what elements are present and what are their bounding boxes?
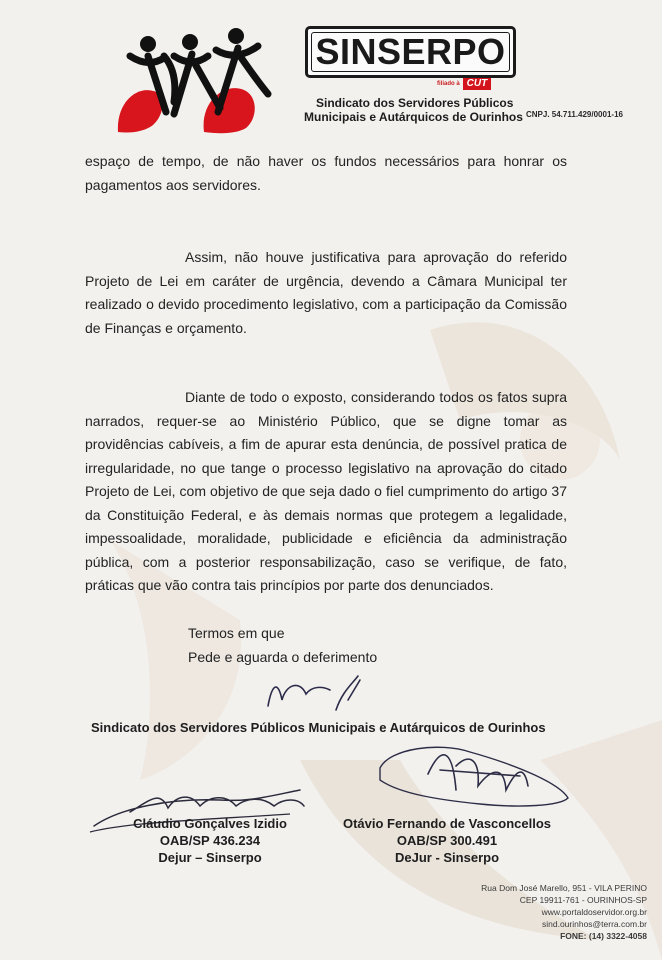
phone-number: FONE: (14) 3322-4058 bbox=[560, 931, 647, 941]
signer-2 bbox=[332, 815, 562, 866]
paragraph-3: Diante de todo o exposto, considerando todos os fatos supra narrados, requer-se ao Ministério Público, que se digne tomar as providências cabíveis, a fim de apurar esta denúncia, de possível pratica de irregularidade, no que tange o processo legislativo na aprovação do citado Projeto de Lei, com objetivo de que seja dado o fiel cumprimento do artigo 37 da Constituição Federal, e às demais normas que protegem a legalidade, impessoalidade, moralidade, publicidade e eficiência da administração pública, com a posterior responsabilização, caso se verifique, de fato, práticas que vão contra tais princípios por parte dos denunciados. bbox=[85, 389, 567, 593]
closing-line-2: Pede e aguarda o deferimento bbox=[188, 648, 378, 665]
closing bbox=[188, 622, 488, 669]
cnpj: CNPJ. 54.711.429/0001-16 bbox=[526, 110, 623, 119]
signer-2-name: Otávio Fernando de Vasconcellos bbox=[342, 816, 552, 831]
paragraph-2: Assim, não houve justificativa para aprovação do referido Projeto de Lei em caráter de urgência, devendo a Câmara Municipal ter realizado o devido procedimento legislativo, com a participação da Comissão de Finanças e orçamento. bbox=[85, 249, 567, 336]
cut-badge: CUT bbox=[463, 78, 492, 90]
signer-2-oab: OAB/SP 300.491 bbox=[396, 833, 498, 848]
signer-1 bbox=[110, 815, 310, 866]
brand-title: SINSERPO bbox=[305, 26, 516, 78]
signer-2-role: DeJur - Sinserpo bbox=[394, 850, 500, 865]
email-link[interactable]: sind.ourinhos@terra.com.br bbox=[541, 919, 647, 929]
address-line-1: Rua Dom José Marello, 951 - VILA PERINO bbox=[481, 883, 647, 893]
signer-1-name: Cláudio Gonçalves Izidio bbox=[133, 816, 287, 831]
affiliation-label: filiado à bbox=[437, 81, 460, 87]
website-link[interactable]: www.portaldoservidor.org.br bbox=[541, 907, 647, 917]
signer-1-role: Dejur – Sinserpo bbox=[158, 850, 262, 865]
affiliation-mark bbox=[437, 78, 491, 90]
org-name-line-2: Municipais e Autárquicos de Ourinhos bbox=[304, 110, 523, 124]
signing-organization: Sindicato dos Servidores Públicos Municipais e Autárquicos de Ourinhos bbox=[91, 720, 546, 735]
address-line-2: CEP 19911-761 - OURINHOS-SP bbox=[519, 895, 647, 905]
sinserpo-logo bbox=[108, 22, 278, 134]
org-name-line-1: Sindicato dos Servidores Públicos bbox=[316, 96, 514, 110]
footer-address bbox=[481, 882, 647, 942]
signer-1-oab: OAB/SP 436.234 bbox=[159, 833, 261, 848]
paragraph-1: espaço de tempo, de não haver os fundos necessários para honrar os pagamentos aos servidores. bbox=[85, 153, 567, 193]
closing-line-1: Termos em que bbox=[188, 625, 285, 641]
